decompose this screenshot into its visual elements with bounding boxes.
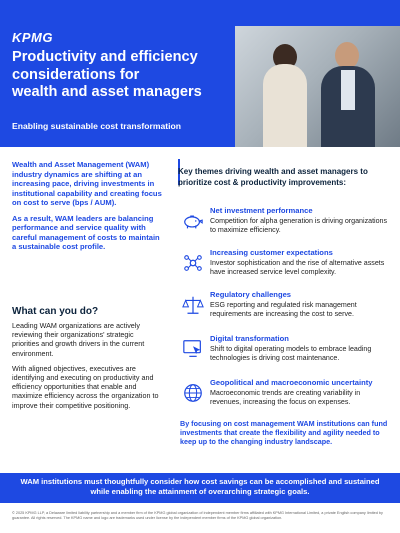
intro-section [12,160,162,258]
scales-icon [182,294,204,316]
title-line-2: considerations for [12,66,140,83]
cursor-screen-icon [182,338,204,360]
theme-title: Digital transformation [210,334,289,343]
piggy-bank-icon [182,210,204,232]
theme-title: Geopolitical and macroeconomic uncertainty [210,378,373,387]
title-line-3: wealth and asset managers [12,84,202,100]
closing-statement: By focusing on cost management WAM institutions can fund investments that create the flexibility and agility needed to keep up to the changing industry landscape. [180,419,388,446]
key-themes-heading-line-2: prioritize cost & productivity improvements: [178,178,347,187]
what-you-can-do-heading: What can you do? [12,306,99,317]
globe-icon [182,382,204,404]
what-you-can-do-body [12,321,162,416]
callout-banner [0,473,400,503]
title-line-1: Productivity and efficiency [12,49,198,65]
key-themes-heading [178,166,390,188]
legal-footer: © 2025 KPMG LLP, a Delaware limited liability partnership and a member firm of the KPMG global organization of independent member firms affiliated with KPMG International Limited, a private English company limited by guarantee. All rights reserved. The KPMG name and logo are trademarks used under license by the independent member firms of the KPMG global organization. [12,511,383,520]
hero-photo [235,26,400,147]
theme-title: Regulatory challenges [210,290,292,299]
hero-banner [0,0,400,147]
theme-description: Macroeconomic trends are creating variability in revenues, increasing the focus on expenses. [210,389,361,406]
kpmg-logo: KPMG [12,30,53,45]
theme-description: Shift to digital operating models to embrace leading technologies is driving cost maintenance. [210,345,372,362]
intro-paragraph-1: Wealth and Asset Management (WAM) industry dynamics are shifting at an increasing pace, driving investments in institutional capability and creating focus on cost to serve (bps / AUM). [12,160,162,207]
theme-description: Competition for alpha generation is driving organizations to maximize efficiency. [210,217,388,234]
intro-paragraph-2: As a result, WAM leaders are balancing performance and service quality with careful management of costs to maintain a sustainable cost profile. [12,213,160,251]
theme-title: Increasing customer expectations [210,248,333,257]
wycd-paragraph-2: With aligned objectives, executives are identifying and executing on productivity and efficiency opportunities that enable and maximize efficiency across the organization to improve their competitive positioning. [12,363,159,410]
wycd-paragraph-1: Leading WAM organizations are actively reviewing their organizations' strategic priorities and growth drivers in the current environment. [12,321,145,358]
theme-description: ESG reporting and regulated risk management requirements are increasing the cost to serve. [210,301,357,318]
callout-text: WAM institutions must thoughtfully consider how cost savings can be accomplished and sustained while enabling the attainment of overarching strategic goals. [20,477,380,496]
people-network-icon [182,252,204,274]
theme-title: Net investment performance [210,206,313,215]
theme-description: Investor sophistication and the rise of alternative assets have increased service level complexity. [210,259,385,276]
key-themes-heading-line-1: Key themes driving wealth and asset managers to [178,167,368,176]
page-title [12,49,227,102]
page-subtitle: Enabling sustainable cost transformation [12,121,182,131]
